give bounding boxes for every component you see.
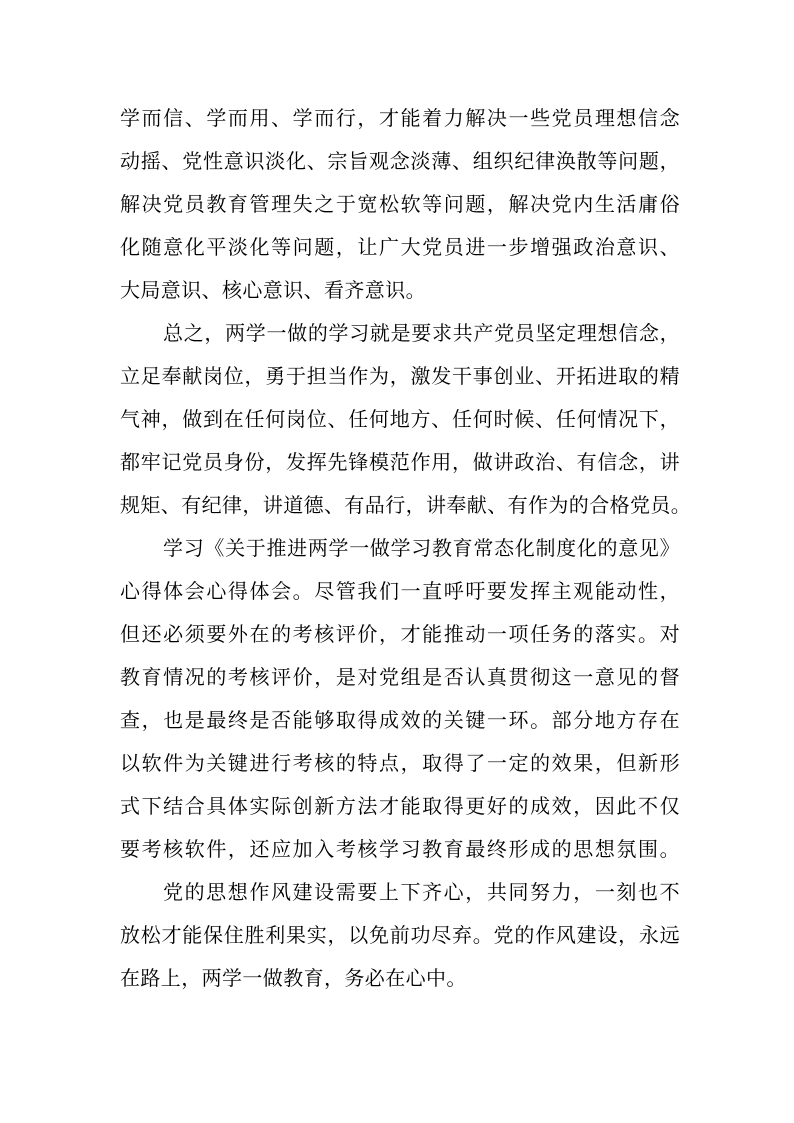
text-line: 以软件为关键进行考核的特点，取得了一定的效果，但新形 (120, 751, 680, 775)
text-line: 查，也是最终是否能够取得成效的关键一环。部分地方存在 (120, 708, 680, 732)
text-line: 气神，做到在任何岗位、任何地方、任何时候、任何情况下， (120, 407, 680, 431)
text-line: 心得体会心得体会。尽管我们一直呼吁要发挥主观能动性， (120, 579, 680, 603)
text-line: 但还必须要外在的考核评价，才能推动一项任务的落实。对 (120, 622, 680, 646)
text-line: 在路上，两学一做教育，务必在心中。 (120, 966, 467, 990)
text-line: 要考核软件，还应加入考核学习教育最终形成的思想氛围。 (120, 837, 680, 861)
text-line: 规矩、有纪律，讲道德、有品行，讲奉献、有作为的合格党员。 (120, 493, 692, 517)
text-line: 学而信、学而用、学而行，才能着力解决一些党员理想信念 (120, 106, 680, 130)
text-line: 教育情况的考核评价，是对党组是否认真贯彻这一意见的督 (120, 665, 680, 689)
text-line: 动摇、党性意识淡化、宗旨观念淡薄、组织纪律涣散等问题， (120, 149, 680, 173)
paragraph-first-line: 总之，两学一做的学习就是要求共产党员坚定理想信念， (163, 321, 680, 345)
paragraph-first-line: 学习《关于推进两学一做学习教育常态化制度化的意见》 (163, 536, 680, 560)
text-line: 解决党员教育管理失之于宽松软等问题，解决党内生活庸俗 (120, 192, 680, 216)
text-line: 立足奉献岗位，勇于担当作为，激发干事创业、开拓进取的精 (120, 364, 680, 388)
text-line: 都牢记党员身份，发挥先锋模范作用，做讲政治、有信念，讲 (120, 450, 680, 474)
text-line: 化随意化平淡化等问题，让广大党员进一步增强政治意识、 (120, 235, 680, 259)
text-line: 放松才能保住胜利果实，以免前功尽弃。党的作风建设，永远 (120, 923, 680, 947)
text-line: 式下结合具体实际创新方法才能取得更好的成效，因此不仅 (120, 794, 680, 818)
text-line: 大局意识、核心意识、看齐意识。 (120, 278, 426, 302)
paragraph-first-line: 党的思想作风建设需要上下齐心，共同努力，一刻也不 (163, 880, 680, 904)
